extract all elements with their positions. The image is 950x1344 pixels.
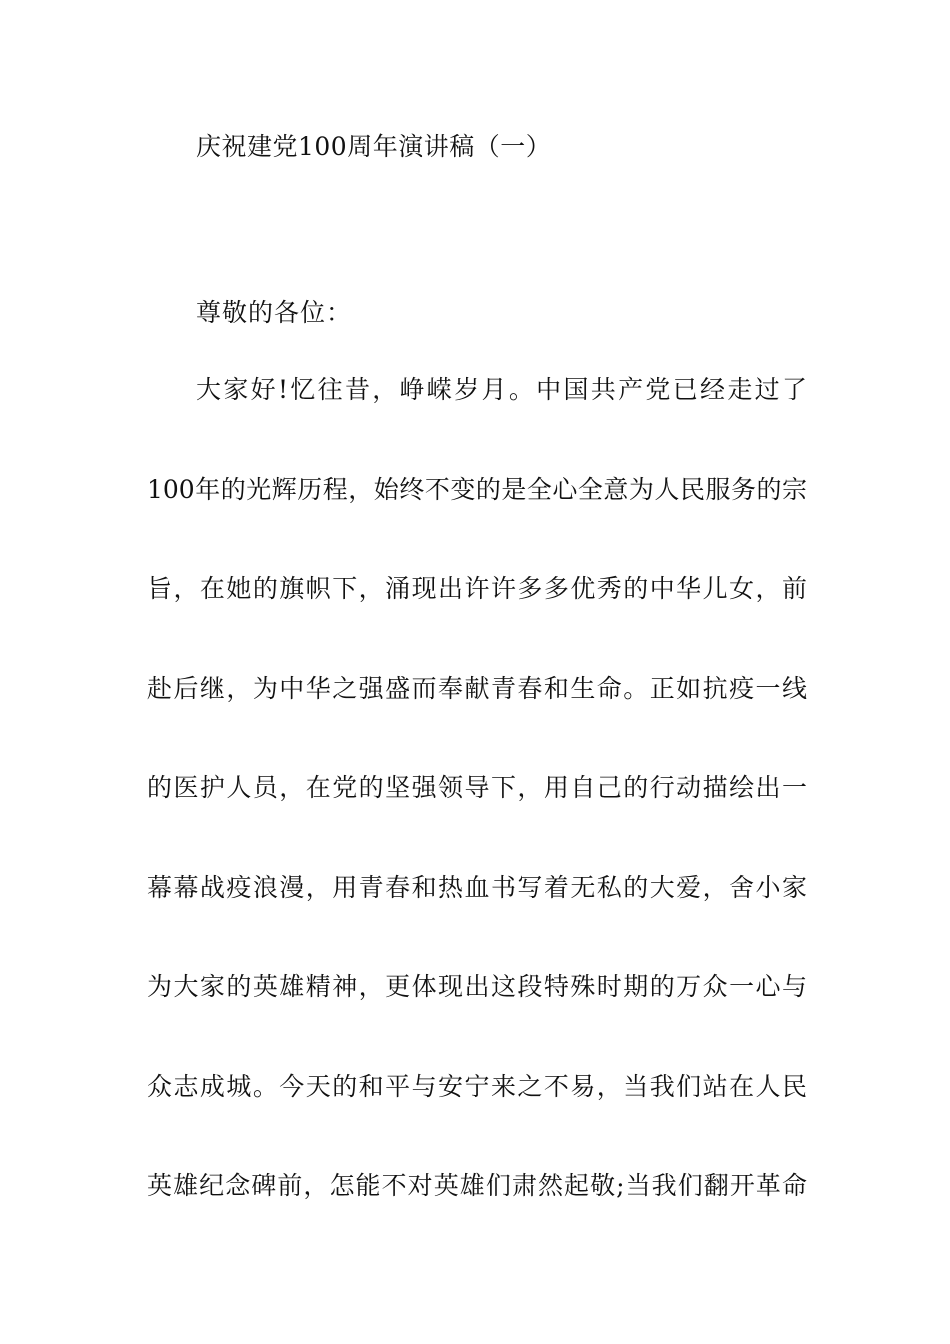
text-line: 幕幕战疫浪漫，用青春和热血书写着无私的大爱，舍小家 <box>147 872 807 902</box>
text-line: 100年的光辉历程，始终不变的是全心全意为人民服务的宗 <box>147 474 807 504</box>
text-line: 英雄纪念碑前，怎能不对英雄们肃然起敬;当我们翻开革命 <box>147 1171 807 1200</box>
document-title: 庆祝建党100周年演讲稿（一） <box>196 132 552 161</box>
text-line: 的医护人员，在党的坚强领导下，用自己的行动描绘出一 <box>147 773 807 802</box>
text-line: 赴后继，为中华之强盛而奉献青春和生命。正如抗疫一线 <box>147 673 807 703</box>
text-line: 旨，在她的旗帜下，涌现出许许多多优秀的中华儿女，前 <box>147 574 807 603</box>
body-text <box>147 373 807 1269</box>
salutation: 尊敬的各位： <box>196 298 353 327</box>
text-line: 众志成城。今天的和平与安宁来之不易，当我们站在人民 <box>147 1071 807 1101</box>
text-line: 大家好!忆往昔，峥嵘岁月。中国共产党已经走过了 <box>196 375 807 404</box>
text-line: 为大家的英雄精神，更体现出这段特殊时期的万众一心与 <box>147 972 807 1001</box>
